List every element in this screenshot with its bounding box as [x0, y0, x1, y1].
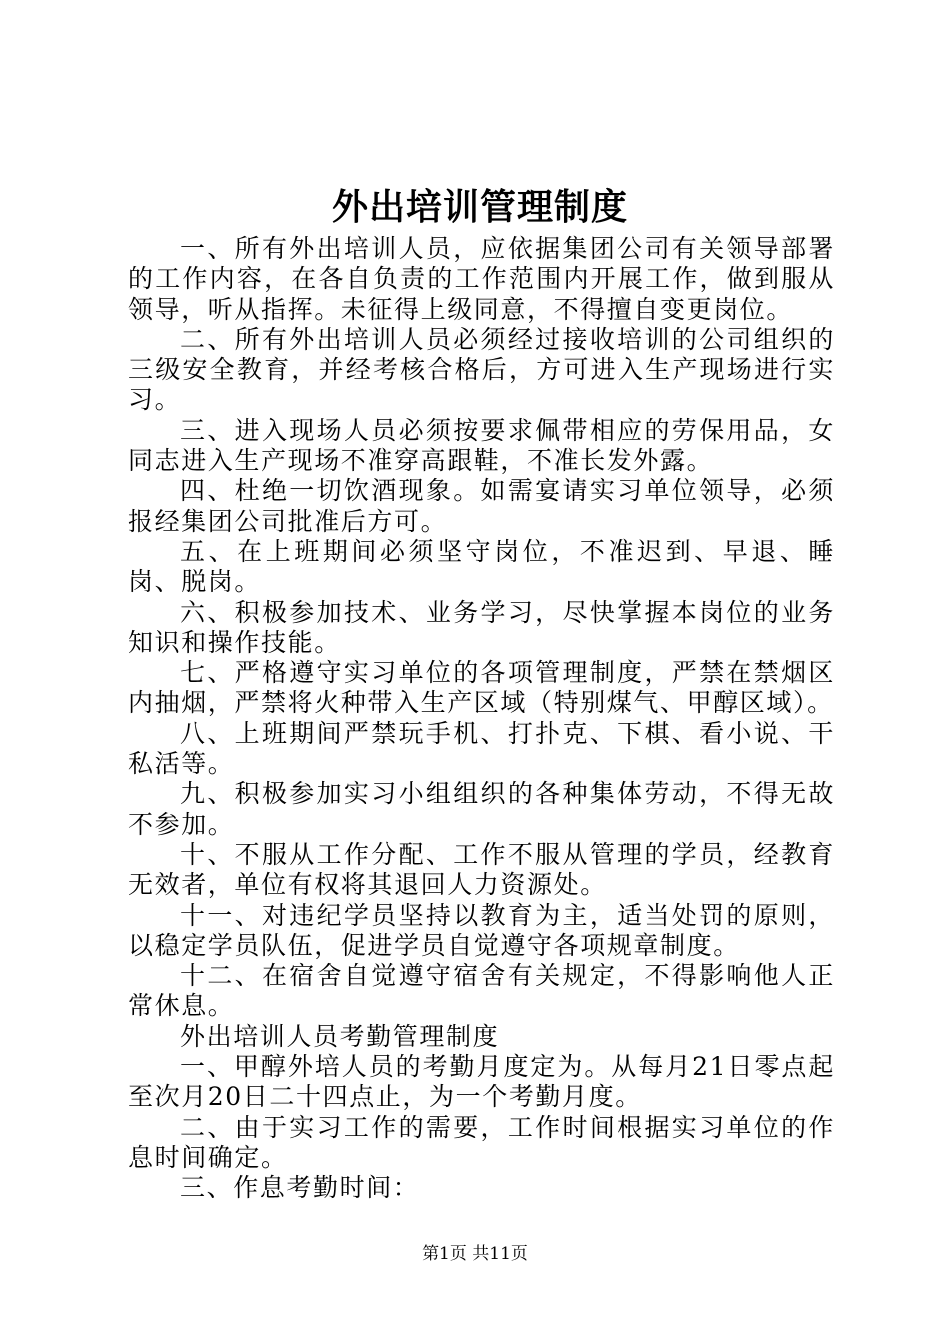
section-heading-attendance: 外出培训人员考勤管理制度 — [180, 1021, 500, 1051]
paragraph-rule-8: 八、上班期间严禁玩手机、打扑克、下棋、看小说、干私活等。 — [128, 718, 835, 779]
paragraph-rule-12: 十二、在宿舍自觉遵守宿舍有关规定，不得影响他人正常休息。 — [128, 961, 835, 1021]
document-title: 外出培训管理制度 — [331, 186, 628, 228]
paragraph-attendance-1: 一、甲醇外培人员的考勤月度定为。从每月21日零点起至次月20日二十四点止，为一个考勤月度。 — [128, 1052, 835, 1112]
paragraph-rule-2: 二、所有外出培训人员必须经过接收培训的公司组织的三级安全教育，并经考核合格后，方可进入生产现场进行实习。 — [128, 324, 835, 415]
paragraph-rule-7: 七、严格遵守实习单位的各项管理制度，严禁在禁烟区内抽烟，严禁将火种带入生产区域（特别煤气、甲醇区域）。 — [128, 658, 835, 718]
paragraph-rule-4: 四、杜绝一切饮酒现象。如需宴请实习单位领导，必须报经集团公司批准后方可。 — [128, 476, 835, 536]
paragraph-rule-5: 五、在上班期间必须坚守岗位，不准迟到、早退、睡岗、脱岗。 — [128, 536, 835, 597]
page-number-footer: 第1页 共11页 — [422, 1244, 528, 1264]
paragraph-attendance-2: 二、由于实习工作的需要，工作时间根据实习单位的作息时间确定。 — [128, 1112, 835, 1172]
paragraph-rule-3: 三、进入现场人员必须按要求佩带相应的劳保用品，女同志进入生产现场不准穿高跟鞋，不准长发外露。 — [128, 415, 835, 476]
paragraph-rule-1: 一、所有外出培训人员，应依据集团公司有关领导部署的工作内容，在各自负责的工作范围内开展工作，做到服从领导，听从指挥。未征得上级同意，不得擅自变更岗位。 — [128, 234, 835, 324]
paragraph-rule-9: 九、积极参加实习小组组织的各种集体劳动，不得无故不参加。 — [128, 779, 835, 839]
document-body — [128, 234, 835, 1204]
paragraph-rule-6: 六、积极参加技术、业务学习，尽快掌握本岗位的业务知识和操作技能。 — [128, 597, 835, 657]
paragraph-rule-11: 十一、对违纪学员坚持以教育为主，适当处罚的原则，以稳定学员队伍，促进学员自觉遵守各项规章制度。 — [128, 900, 835, 960]
paragraph-attendance-3: 三、作息考勤时间： — [180, 1173, 420, 1203]
paragraph-rule-10: 十、不服从工作分配、工作不服从管理的学员，经教育无效者，单位有权将其退回人力资源处。 — [128, 839, 835, 900]
